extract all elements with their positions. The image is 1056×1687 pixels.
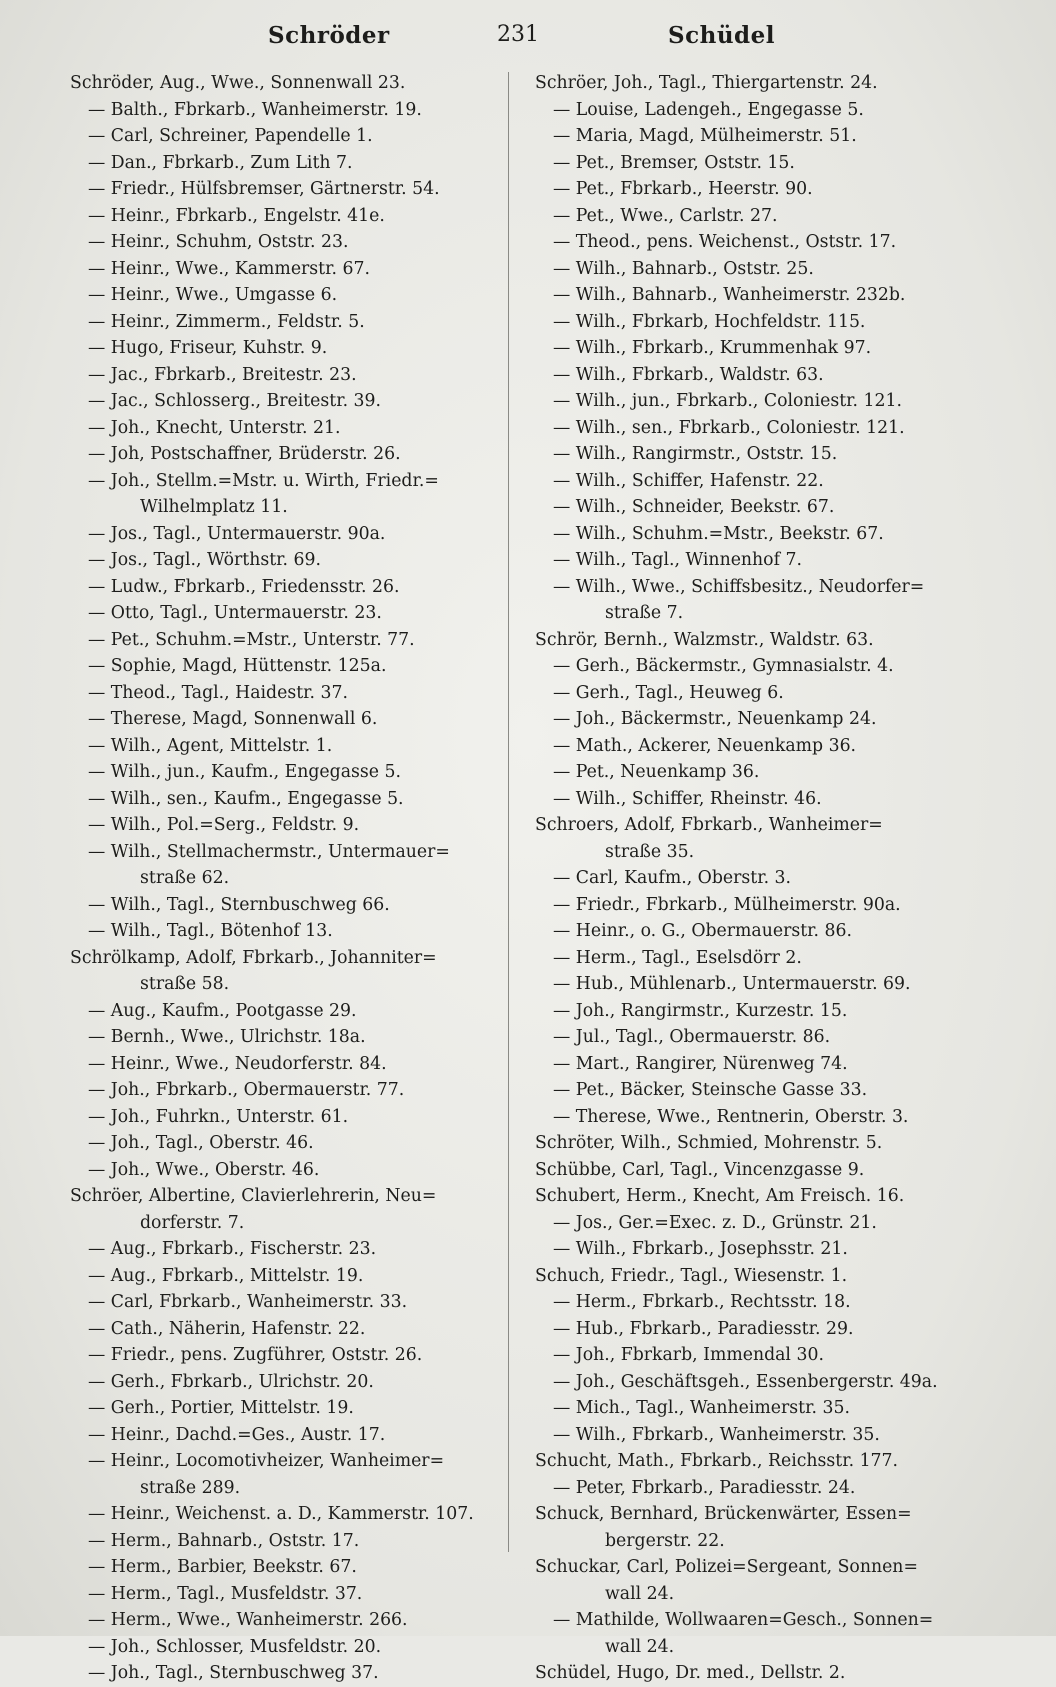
directory-entry-line: — Jos., Tagl., Wörthstr. 69.	[88, 550, 321, 570]
directory-entry-line: — Heinr., Dachd.=Ges., Austr. 17.	[88, 1424, 386, 1445]
directory-entry-line: — Math., Ackerer, Neuenkamp 36.	[553, 735, 857, 756]
directory-entry-line: — Gerh., Portier, Mittelstr. 19.	[88, 1398, 354, 1418]
directory-entry-line: — Wilh., Tagl., Bötenhof 13.	[88, 921, 333, 941]
directory-entry-line: — Wilh., Schiffer, Rheinstr. 46.	[553, 788, 822, 809]
directory-entry-line: — Mathilde, Wollwaaren=Gesch., Sonnen=	[553, 1610, 934, 1630]
directory-entry-line: — Herm., Bahnarb., Oststr. 17.	[88, 1530, 360, 1551]
directory-entry-line: — Therese, Wwe., Rentnerin, Oberstr. 3.	[553, 1106, 909, 1127]
directory-entry-line: — Maria, Magd, Mülheimerstr. 51.	[553, 126, 857, 146]
directory-entry-line: — Aug., Kaufm., Pootgasse 29.	[88, 1000, 357, 1021]
directory-entry-line: wall 24.	[605, 1583, 675, 1604]
directory-entry-line: — Joh., Tagl., Sternbuschweg 37.	[88, 1663, 379, 1683]
directory-entry-line: — Heinr., Wwe., Neudorferstr. 84.	[88, 1053, 387, 1074]
directory-entry-line: — Jos., Tagl., Untermauerstr. 90a.	[88, 523, 386, 544]
directory-entry-line: Schüdel, Hugo, Dr. med., Dellstr. 2.	[535, 1663, 846, 1683]
page-header	[0, 22, 1056, 58]
directory-entry-line: — Pet., Wwe., Carlstr. 27.	[553, 205, 778, 226]
directory-entry-line: Schrölkamp, Adolf, Fbrkarb., Johanniter=	[70, 947, 437, 968]
directory-entry-line: straße 289.	[140, 1477, 241, 1498]
directory-entry-line: — Pet., Bäcker, Steinsche Gasse 33.	[553, 1080, 868, 1100]
directory-entry-line: — Hugo, Friseur, Kuhstr. 9.	[88, 338, 328, 358]
directory-entry-line: — Heinr., Weichenst. a. D., Kammerstr. 107.	[88, 1504, 474, 1524]
directory-entry-line: — Jac., Fbrkarb., Breitestr. 23.	[88, 364, 357, 385]
directory-entry-line: straße 62.	[140, 868, 230, 888]
directory-entry-line: Schuck, Bernhard, Brückenwärter, Essen=	[535, 1504, 912, 1524]
directory-entry-line: — Friedr., Hülfsbremser, Gärtnerstr. 54.	[88, 179, 440, 199]
directory-entry-line: — Wilh., Fbrkarb., Krummenhak 97.	[553, 338, 872, 358]
left-column	[70, 70, 510, 1687]
directory-entry-line: — Heinr., Wwe., Umgasse 6.	[88, 285, 338, 305]
directory-entry-line: — Wilh., Schiffer, Hafenstr. 22.	[553, 470, 824, 491]
directory-entry-line: — Sophie, Magd, Hüttenstr. 125a.	[88, 656, 387, 676]
directory-entry-line: — Herm., Tagl., Eselsdörr 2.	[553, 947, 802, 968]
directory-entry-line: — Wilh., Pol.=Serg., Feldstr. 9.	[88, 815, 360, 835]
directory-entry-line: — Joh., Wwe., Oberstr. 46.	[88, 1159, 320, 1180]
directory-entry-line: straße 7.	[605, 603, 684, 623]
directory-entry-line: — Jul., Tagl., Obermauerstr. 86.	[553, 1027, 831, 1047]
right-column	[535, 70, 975, 1687]
directory-entry-line: — Wilh., jun., Kaufm., Engegasse 5.	[88, 762, 401, 782]
directory-entry-line: — Joh., Fbrkarb, Immendal 30.	[553, 1345, 824, 1365]
directory-entry-line: — Peter, Fbrkarb., Paradiesstr. 24.	[553, 1477, 856, 1498]
directory-entry-line: — Herm., Wwe., Wanheimerstr. 266.	[88, 1610, 408, 1630]
directory-entry-line: — Wilh., Schneider, Beekstr. 67.	[553, 497, 835, 517]
directory-entry-line: — Wilh., Fbrkarb., Wanheimerstr. 35.	[553, 1424, 880, 1445]
directory-entry-line: — Cath., Näherin, Hafenstr. 22.	[88, 1318, 366, 1339]
directory-entry-line: — Herm., Fbrkarb., Rechtsstr. 18.	[553, 1292, 851, 1312]
directory-entry-line: — Mart., Rangirer, Nürenweg 74.	[553, 1053, 848, 1074]
directory-entry-line: — Heinr., Wwe., Kammerstr. 67.	[88, 258, 370, 279]
directory-entry-line: — Theod., pens. Weichenst., Oststr. 17.	[553, 232, 897, 252]
directory-entry-line: — Joh., Bäckermstr., Neuenkamp 24.	[553, 709, 877, 729]
directory-entry-line: — Wilh., Stellmachermstr., Untermauer=	[88, 841, 450, 862]
directory-entry-line: — Friedr., Fbrkarb., Mülheimerstr. 90a.	[553, 894, 901, 915]
directory-entry-line: — Aug., Fbrkarb., Mittelstr. 19.	[88, 1265, 364, 1286]
directory-entry-line: — Heinr., o. G., Obermauerstr. 86.	[553, 921, 852, 941]
page-number: 231	[497, 22, 539, 47]
directory-entry-line: — Wilh., Fbrkarb., Waldstr. 63.	[553, 364, 824, 385]
directory-entry-line: — Pet., Schuhm.=Mstr., Unterstr. 77.	[88, 629, 415, 650]
directory-entry-line: — Wilh., Bahnarb., Wanheimerstr. 232b.	[553, 285, 906, 305]
directory-entry-line: — Friedr., pens. Zugführer, Oststr. 26.	[88, 1345, 423, 1365]
directory-entry-line: Schuckar, Carl, Polizei=Sergeant, Sonnen=	[535, 1557, 918, 1577]
directory-entry-line: — Wilh., Tagl., Sternbuschweg 66.	[88, 894, 390, 915]
directory-entry-line: — Herm., Barbier, Beekstr. 67.	[88, 1557, 357, 1577]
directory-entry-line: Schröder, Aug., Wwe., Sonnenwall 23.	[70, 73, 406, 93]
directory-entry-line: — Heinr., Fbrkarb., Engelstr. 41e.	[88, 205, 385, 226]
directory-entry-line: — Joh., Knecht, Unterstr. 21.	[88, 417, 341, 438]
directory-entry-line: — Balth., Fbrkarb., Wanheimerstr. 19.	[88, 99, 422, 120]
directory-entry-line: — Wilh., Schuhm.=Mstr., Beekstr. 67.	[553, 523, 884, 544]
directory-entry-line: — Ludw., Fbrkarb., Friedensstr. 26.	[88, 576, 400, 597]
directory-entry-line: Schrör, Bernh., Walzmstr., Waldstr. 63.	[535, 629, 874, 650]
directory-entry-line: — Joh, Postschaffner, Brüderstr. 26.	[88, 444, 401, 464]
directory-entry-line: — Mich., Tagl., Wanheimerstr. 35.	[553, 1398, 850, 1418]
directory-entry-line: — Gerh., Fbrkarb., Ulrichstr. 20.	[88, 1371, 374, 1392]
directory-entry-line: Schübbe, Carl, Tagl., Vincenzgasse 9.	[535, 1159, 865, 1180]
directory-entry-line: — Wilh., Rangirmstr., Oststr. 15.	[553, 444, 838, 464]
directory-entry-line: — Theod., Tagl., Haidestr. 37.	[88, 682, 348, 703]
directory-entry-line: Wilhelmplatz 11.	[140, 497, 288, 517]
directory-entry-line: — Otto, Tagl., Untermauerstr. 23.	[88, 603, 382, 623]
directory-entry-line: dorferstr. 7.	[140, 1212, 245, 1233]
directory-entry-line: — Wilh., Bahnarb., Oststr. 25.	[553, 258, 814, 279]
directory-entry-line: — Jos., Ger.=Exec. z. D., Grünstr. 21.	[553, 1212, 877, 1233]
directory-entry-line: straße 58.	[140, 974, 230, 994]
directory-entry-line: Schröter, Wilh., Schmied, Mohrenstr. 5.	[535, 1133, 883, 1153]
header-left-word: Schröder	[268, 22, 390, 49]
directory-entry-line: — Pet., Fbrkarb., Heerstr. 90.	[553, 179, 813, 199]
directory-entry-line: — Therese, Magd, Sonnenwall 6.	[88, 709, 378, 729]
directory-entry-line: — Louise, Ladengeh., Engegasse 5.	[553, 99, 864, 120]
directory-entry-line: — Heinr., Zimmerm., Feldstr. 5.	[88, 311, 365, 332]
directory-entry-line: — Hub., Mühlenarb., Untermauerstr. 69.	[553, 974, 911, 994]
directory-entry-line: — Carl, Fbrkarb., Wanheimerstr. 33.	[88, 1292, 408, 1312]
directory-entry-line: — Herm., Tagl., Musfeldstr. 37.	[88, 1583, 363, 1604]
directory-entry-line: Schroers, Adolf, Fbrkarb., Wanheimer=	[535, 815, 883, 835]
directory-entry-line: — Joh., Fuhrkn., Unterstr. 61.	[88, 1106, 349, 1127]
directory-entry-line: — Gerh., Tagl., Heuweg 6.	[553, 682, 784, 703]
directory-entry-line: Schubert, Herm., Knecht, Am Freisch. 16.	[535, 1186, 905, 1206]
directory-entry-line: — Wilh., sen., Kaufm., Engegasse 5.	[88, 788, 404, 809]
directory-entry-line: — Wilh., Agent, Mittelstr. 1.	[88, 735, 333, 756]
directory-entry-line: straße 35.	[605, 841, 695, 862]
directory-entry-line: bergerstr. 22.	[605, 1530, 725, 1551]
directory-entry-line: — Jac., Schlosserg., Breitestr. 39.	[88, 391, 382, 411]
directory-entry-line: — Joh., Fbrkarb., Obermauerstr. 77.	[88, 1080, 405, 1100]
directory-entry-line: — Wilh., jun., Fbrkarb., Coloniestr. 121.	[553, 391, 902, 411]
directory-entry-line: Schucht, Math., Fbrkarb., Reichsstr. 177.	[535, 1451, 899, 1471]
directory-entry-line: — Carl, Kaufm., Oberstr. 3.	[553, 868, 792, 888]
directory-entry-line: — Bernh., Wwe., Ulrichstr. 18a.	[88, 1027, 366, 1047]
directory-entry-line: — Wilh., sen., Fbrkarb., Coloniestr. 121.	[553, 417, 905, 438]
directory-entry-line: — Joh., Geschäftsgeh., Essenbergerstr. 49a.	[553, 1371, 938, 1392]
directory-entry-line: — Joh., Rangirmstr., Kurzestr. 15.	[553, 1000, 848, 1021]
column-divider	[508, 72, 509, 1552]
directory-entry-line: — Wilh., Tagl., Winnenhof 7.	[553, 550, 802, 570]
directory-entry-line: — Wilh., Fbrkarb, Hochfeldstr. 115.	[553, 311, 866, 332]
directory-entry-line: — Dan., Fbrkarb., Zum Lith 7.	[88, 152, 353, 173]
directory-entry-line: — Heinr., Locomotivheizer, Wanheimer=	[88, 1451, 445, 1471]
header-right-word: Schüdel	[668, 22, 776, 49]
directory-entry-line: — Pet., Bremser, Oststr. 15.	[553, 152, 795, 173]
directory-entry-line: — Wilh., Fbrkarb., Josephsstr. 21.	[553, 1239, 848, 1259]
directory-entry-line: — Pet., Neuenkamp 36.	[553, 762, 760, 782]
directory-entry-line: — Gerh., Bäckermstr., Gymnasialstr. 4.	[553, 656, 894, 676]
directory-entry-line: — Wilh., Wwe., Schiffsbesitz., Neudorfer=	[553, 576, 925, 597]
directory-entry-line: wall 24.	[605, 1636, 675, 1657]
directory-entry-line: Schröer, Joh., Tagl., Thiergartenstr. 24.	[535, 73, 878, 93]
directory-entry-line: — Joh., Schlosser, Musfeldstr. 20.	[88, 1636, 382, 1657]
directory-entry-line: — Carl, Schreiner, Papendelle 1.	[88, 126, 373, 146]
directory-entry-line: — Hub., Fbrkarb., Paradiesstr. 29.	[553, 1318, 854, 1339]
directory-entry-line: — Joh., Stellm.=Mstr. u. Wirth, Friedr.=	[88, 470, 439, 491]
directory-entry-line: — Aug., Fbrkarb., Fischerstr. 23.	[88, 1239, 377, 1259]
directory-entry-line: — Heinr., Schuhm, Oststr. 23.	[88, 232, 349, 252]
directory-entry-line: Schuch, Friedr., Tagl., Wiesenstr. 1.	[535, 1265, 848, 1286]
directory-entry-line: — Joh., Tagl., Oberstr. 46.	[88, 1133, 314, 1153]
directory-entry-line: Schröer, Albertine, Clavierlehrerin, Neu=	[70, 1186, 437, 1206]
